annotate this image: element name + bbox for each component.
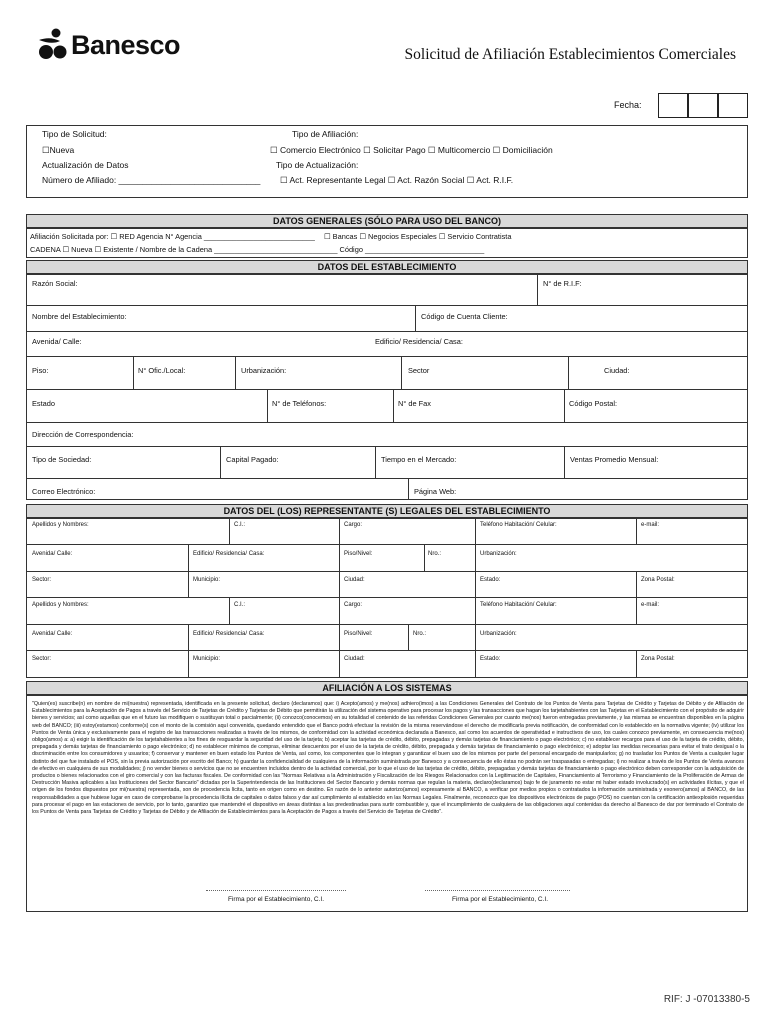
ciudad-field[interactable]: Ciudad: (604, 366, 630, 375)
ventas-field[interactable]: Ventas Promedio Mensual: (570, 455, 659, 464)
capital-field[interactable]: Capital Pagado: (226, 455, 279, 464)
rep2-estado-field[interactable]: Estado: (480, 656, 501, 662)
rep1-piso-field[interactable]: Piso/Nivel: (344, 551, 373, 557)
rep1-zona-postal-field[interactable]: Zona Postal: (641, 577, 675, 583)
brand-name: Banesco (71, 29, 181, 60)
rep2-piso-field[interactable]: Piso/Nivel: (344, 631, 373, 637)
nombre-establecimiento-field[interactable]: Nombre del Establecimiento: (32, 312, 127, 321)
tipo-actualizacion-label: Tipo de Actualización: (276, 160, 359, 170)
fax-field[interactable]: N° de Fax (398, 399, 431, 408)
cadena-row[interactable]: CADENA ☐ Nueva ☐ Existente / Nombre de la Cadena ______________________________ Código _____________________________ (30, 245, 485, 254)
rif-field[interactable]: N° de R.I.F: (543, 279, 582, 288)
firma-left-label: Firma por el Establecimiento, C.I. (227, 896, 325, 903)
footer-rif: RIF: J -07013380-5 (663, 994, 750, 1005)
rep1-ciudad-field[interactable]: Ciudad: (344, 577, 365, 583)
banesco-logo-icon (36, 28, 68, 62)
rep1-avenida-field[interactable]: Avenida/ Calle: (32, 551, 73, 557)
rep2-cargo-field[interactable]: Cargo: (344, 602, 363, 608)
tipo-sociedad-field[interactable]: Tipo de Sociedad: (32, 455, 92, 464)
representantes-box (26, 518, 748, 678)
numero-afiliado-field[interactable]: Número de Afiliado: ______________________________ (42, 175, 261, 185)
telefonos-field[interactable]: N° de Teléfonos: (272, 399, 327, 408)
rep1-apellidos-field[interactable]: Apellidos y Nombres: (32, 522, 89, 528)
tipo-solicitud-label: Tipo de Solicitud: (42, 129, 107, 139)
avenida-field[interactable]: Avenida/ Calle: (32, 337, 82, 346)
rep1-municipio-field[interactable]: Municipio: (193, 577, 221, 583)
codigo-cuenta-field[interactable]: Código de Cuenta Cliente: (421, 312, 508, 321)
correspondencia-field[interactable]: Dirección de Correspondencia: (32, 430, 134, 439)
fecha-year-box[interactable] (718, 93, 748, 118)
afiliacion-legal-text: "Quien(es) suscribe(n) en nombre de mi(nuestra) representada, identificada en la presente solicitud, declaro (declaramos) que: i) Acepto(amos) y me(nos) adhiero(imos) a las Condiciones Generales del Contrato de los Puntos de Venta para Tarjetas de Crédito y Tarjetas de Débito y de Afiliación de Establecimientos para la Aceptación de Pagos a través del Servicio de Tarjetas de Crédito y Tarjetas de Débito que permitirán la utilización del sistema operativo para procesar los pagos y las transacciones que hagan los tarjetahabientes con las Tarjetas en el Establecimiento con el propósito de adquirir bienes y servicios; así como aquellas que en el futuro las modifiquen o sustituyan total o parcialmente; (ii) conozco(conocemos) en su totalidad el contenido de las referidas Condiciones Generales por cuanto me(nos) fueron entregadas previamente, y las mismas se encuentran disponibles en la página web del BANCO; (iii) estoy(estamos) conforme(s) con el monto de la comisión aquí convenida, quedando entendido que el Banco podrá efectuar la revisión de la misma reservándose el derecho de modificarla previa notificación, de conformidad con lo establecido en la normativa vigente; (iv) utilizar los Puntos de Venta única y exclusivamente para el registro de las transacciones realizadas a través de los mismos, de conformidad con la actividad económica declarada a Banesco, así como los acuerdos de operatividad e instructivos de uso, los cuales conozco previamente, en consecuencia me(nos) obligo(amos) a: a) exigir la identificación de los tarjetahabientes a los fines de resguardar la seguridad del uso de la tarjeta; b) aceptar las tarjetas de crédito, débito, prepagadas y demás tarjetas de financiamiento o pago electrónico; c) no establecer recargos para el uso de la tarjeta de crédito, débito, prepagada y demás tarjetas de financiamiento o pago electrónico; d) no establecer mínimos de compras, eliminar descuentos por el uso de la tarjeta de crédito, débito, prepagada y demás tarjetas de financiamiento o pago electrónico; e) adoptar las medidas necesarias para evitar el trato desigual o la discriminación entre los consumidores y usuarios; f) conservar y mantener en buen estado los Puntos de Venta, así como, los componentes que lo integran y garantizar el buen uso de los mismos por parte del personal encargado de manipularlos; g) no trasladar los Puntos de Venta a cualquier lugar distinto del que fue instalado el POS, sin la previa autorización por escrito del Banco; h) guardar la confidencialidad de cualquiera de la información suministrada por Banesco y a consecuencia de ello éstas no podrán ser traspasadas o entregadas; i) no realizar a través de los Puntos de Venta avances de efectivo en cualquiera de sus modalidades; j) no vender bienes o servicios que no se encuentren incluidos dentro de la actividad comercial, por lo que el uso de las tarjetas de crédito, débito, prepagadas y demás tarjetas de financiamiento o pago electrónico deben corresponder con la adquisición de productos o bienes relacionados con el giro comercial y con las facturas fiscales. De conformidad con las "Normas Relativas a la Administración y Fiscalización de los Riesgos Relacionados con la Legitimación de Capitales, Financiamiento al Terrorismo y Financiamiento de la Proliferación de Armas de Destrucción Masiva aplicables a las Instituciones del Sector Bancario" dictadas por la Superintendencia de las Instituciones del Sector Bancario y demás normas que regulan la materia, declaro(declaramos) bajo fe de juramento no estar mi haber estado involucrado(s) en actividades ilícitas, y que el origen de los fondos dispuestos por mi(nuestra) representada, son de procedencia lícita, tanto en origen como en destino. En razón de lo anterior autorizo(amos) expresamente al BANCO, a verificar por medios propios o contratados la información suministrada y exonero(amos) al BANCO, de las responsabilidades a que hubiese lugar en caso de comprobarse la procedencia ilícita de capitales o datos falsos y dar así cumplimiento al establecido en las Normas Legales. Finalmente, reconozco que los dispositivos electrónicos de pago (POS) no cuentan con la certificación antiexplosión requeridas para procesar el pago en las estaciones de servicio, por lo tanto, garantizo que mantendré el dispositivo en áreas distintas a las predestinadas para surtir combustible y, que el incumplimiento de cualquiera de las obligaciones aquí contenidas da derecho al Banesco de dar por terminado el Contrato de los Puntos de Venta para Tarjetas de Crédito y Tarjetas de Débito y de Afiliación de Establecimientos para la Aceptación de Pagos a través del Servicio de Tarjetas de Crédito". (32, 701, 744, 816)
banesco-logo (36, 28, 180, 62)
correo-field[interactable]: Correo Electrónico: (32, 487, 96, 496)
piso-field[interactable]: Piso: (32, 366, 49, 375)
rep1-estado-field[interactable]: Estado: (480, 577, 501, 583)
afiliacion-header: AFILIACIÓN A LOS SISTEMAS (26, 681, 748, 695)
oficina-field[interactable]: N° Ofic./Local: (138, 366, 186, 375)
tipo-solicitud-box (26, 125, 748, 198)
tipo-afiliacion-options[interactable]: ☐ Comercio Electrónico ☐ Solicitar Pago ☐ Multicomercio ☐ Domiciliación (270, 145, 553, 155)
bancas-options[interactable]: ☐ Bancas ☐ Negocios Especiales ☐ Servicio Contratista (324, 232, 512, 241)
rep2-ci-field[interactable]: C.I.: (234, 602, 246, 608)
fecha-month-box[interactable] (688, 93, 718, 118)
sector-field[interactable]: Sector (408, 366, 430, 375)
tipo-actualizacion-options[interactable]: ☐ Act. Representante Legal ☐ Act. Razón Social ☐ Act. R.I.F. (280, 175, 514, 185)
tiempo-mercado-field[interactable]: Tiempo en el Mercado: (381, 455, 457, 464)
codigo-postal-field[interactable]: Código Postal: (569, 399, 618, 408)
rep1-urbanizacion-field[interactable]: Urbanización: (480, 551, 517, 557)
nueva-checkbox[interactable]: ☐Nueva (42, 145, 75, 155)
datos-generales-header: DATOS GENERALES (SÓLO PARA USO DEL BANCO) (26, 214, 748, 228)
rep1-ci-field[interactable]: C.I.: (234, 522, 246, 528)
rep1-nro-field[interactable]: Nro.: (428, 551, 442, 557)
rep1-email-field[interactable]: e-mail: (641, 522, 660, 528)
rep1-telefono-field[interactable]: Teléfono Habitación/ Celular: (480, 522, 557, 528)
rep1-sector-field[interactable]: Sector: (32, 577, 52, 583)
rep2-email-field[interactable]: e-mail: (641, 602, 660, 608)
estado-field[interactable]: Estado (32, 399, 56, 408)
actualizacion-label: Actualización de Datos (42, 160, 129, 170)
firma-line-right[interactable] (425, 890, 570, 891)
rep2-telefono-field[interactable]: Teléfono Habitación/ Celular: (480, 602, 557, 608)
razon-social-field[interactable]: Razón Social: (32, 279, 78, 288)
representantes-header: DATOS DEL (LOS) REPRESENTANTE (S) LEGALES DEL ESTABLECIMIENTO (26, 504, 748, 518)
rep2-municipio-field[interactable]: Municipio: (193, 656, 221, 662)
rep2-apellidos-field[interactable]: Apellidos y Nombres: (32, 602, 89, 608)
rep1-edificio-field[interactable]: Edificio/ Residencia/ Casa: (193, 551, 265, 557)
urbanizacion-field[interactable]: Urbanización: (241, 366, 287, 375)
rep2-ciudad-field[interactable]: Ciudad: (344, 656, 365, 662)
rep2-avenida-field[interactable]: Avenida/ Calle: (32, 631, 73, 637)
rep2-nro-field[interactable]: Nro.: (413, 631, 427, 637)
establecimiento-box (26, 274, 748, 500)
rep2-zona-postal-field[interactable]: Zona Postal: (641, 656, 675, 662)
tipo-afiliacion-label: Tipo de Afiliación: (292, 129, 359, 139)
firma-line-left[interactable] (206, 890, 346, 891)
afiliacion-solicitada-row[interactable]: Afiliación Solicitada por: ☐ RED Agencia N° Agencia ___________________________ (30, 232, 315, 241)
form-title: Solicitud de Afiliación Establecimientos Comerciales (404, 46, 736, 63)
fecha-day-box[interactable] (658, 93, 688, 118)
edificio-field[interactable]: Edificio/ Residencia/ Casa: (375, 337, 463, 346)
firma-right-label: Firma por el Establecimiento, C.I. (451, 896, 549, 903)
rep2-urbanizacion-field[interactable]: Urbanización: (480, 631, 517, 637)
rep1-cargo-field[interactable]: Cargo: (344, 522, 363, 528)
establecimiento-header: DATOS DEL ESTABLECIMIENTO (26, 260, 748, 274)
rep2-sector-field[interactable]: Sector: (32, 656, 52, 662)
rep2-edificio-field[interactable]: Edificio/ Residencia/ Casa: (193, 631, 265, 637)
pagina-web-field[interactable]: Página Web: (414, 487, 457, 496)
fecha-label: Fecha: (614, 100, 642, 110)
